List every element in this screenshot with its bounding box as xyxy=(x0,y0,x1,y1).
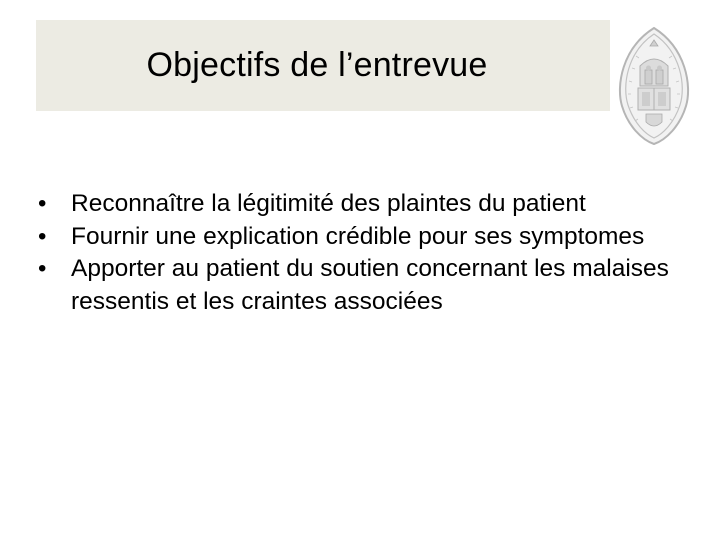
bullet-text: Reconnaître la légitimité des plaintes du patient xyxy=(71,190,586,217)
slide-title: Objectifs de l’entrevue xyxy=(146,46,488,84)
university-seal-icon xyxy=(616,26,692,146)
bullet-marker: • xyxy=(38,190,47,217)
list-item xyxy=(38,221,698,254)
list-item xyxy=(38,253,698,318)
bullet-marker: • xyxy=(38,222,47,250)
bullet-marker: • xyxy=(38,255,47,282)
bullet-text: Apporter au patient du soutien concernant les malaises ressentis et les craintes associées xyxy=(71,255,669,315)
bullet-text: Fournir une explication crédible pour ses symptomes xyxy=(71,222,645,250)
list-item xyxy=(38,188,698,221)
bullet-list xyxy=(38,188,698,318)
slide-title-box xyxy=(36,20,610,111)
